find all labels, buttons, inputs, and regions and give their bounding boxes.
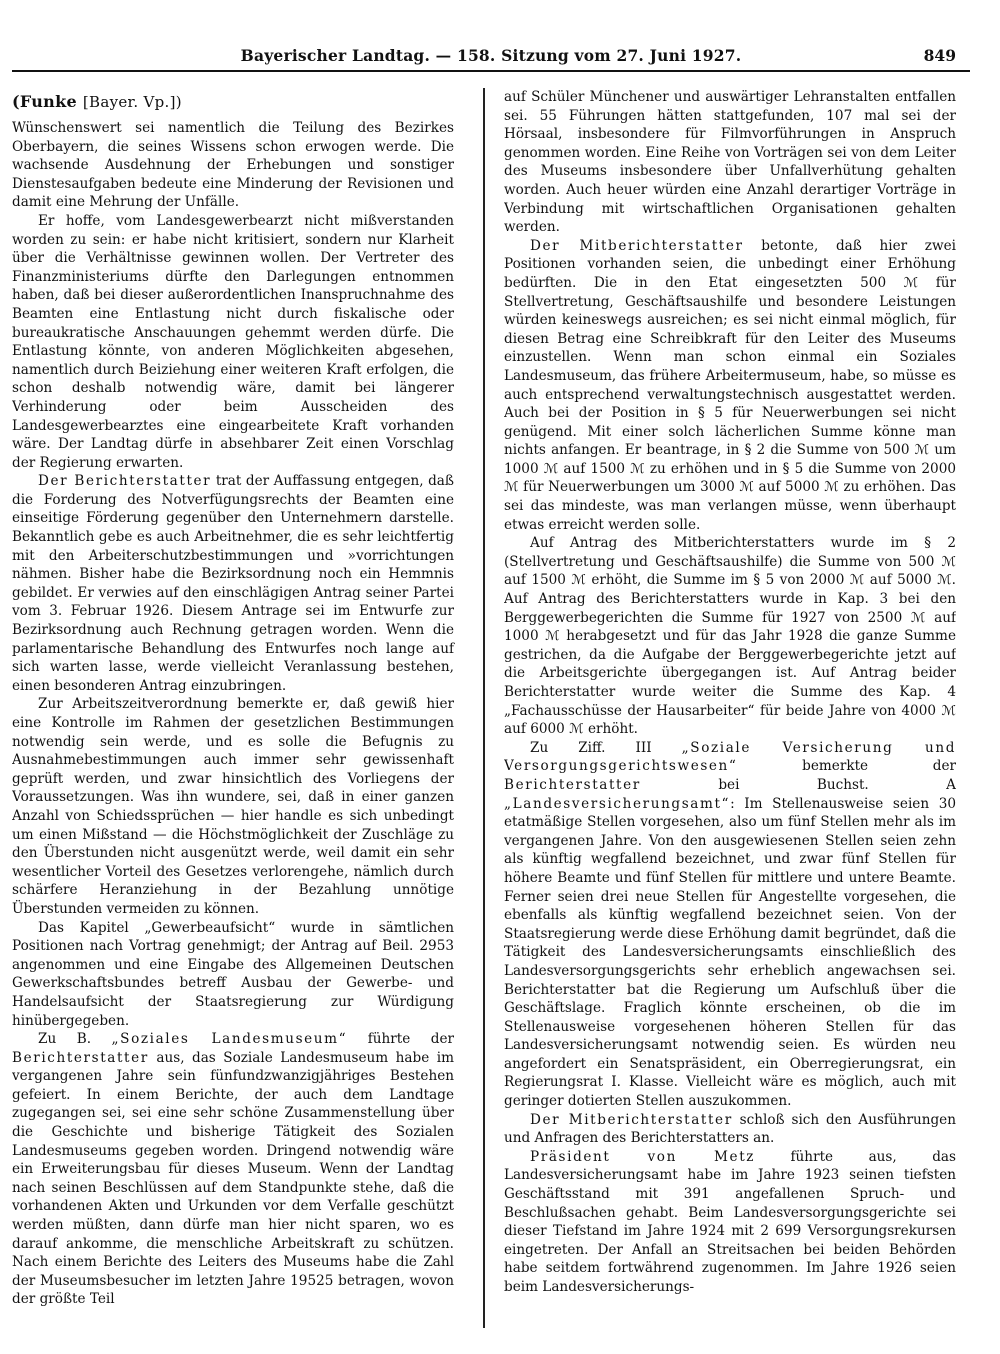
paragraph-text: schloß sich den Ausführungen und Anfragen des Berichterstatters an. bbox=[504, 1111, 956, 1147]
section-title: „Landesversicherungsamt“ bbox=[504, 795, 731, 812]
paragraph: auf Schüler Münchener und auswärtiger Lehranstalten entfallen sei. 55 Führungen hätten stattgefunden, 107 mal sei der Hörsaal, insbesondere für Filmvorführungen in Anspruch genommen worden. Eine Reihe von Vorträgen sei von dem Leiter des Museums insbesondere über Unfallverhütung gehalten worden. Auch heuer würden eine Anzahl derartiger Vorträge in Verbindung mit wirtschaftlichen Organisationen gehalten werden. bbox=[504, 89, 956, 236]
paragraph-text: führte der bbox=[347, 1031, 455, 1048]
paragraph-text: Zu Ziff. III bbox=[530, 739, 682, 756]
page-header bbox=[12, 44, 970, 72]
paragraph-text: : Im Stellenausweise seien 30 etatmäßige Stellen vorgesehen, also um fünf Stellen mehr als im vergangenen Jahre. Von den ausgewiesenen Stellen seien zehn als künftig wegfallend bezeichnet, und zwar fünf Stellen für höhere Beamte und fünf Stellen für mittlere und untere Beamte. Ferner seien drei neue Stellen für Angestellte vorgesehen, die ebenfalls als künftig wegfallend bezeichnet seien. Von der Staatsregierung werde diese Erhöhung damit begründet, daß die Tätigkeit des Landesversicherungsamts einschließlich des Landesversorgungsgerichts sehr erheblich angewachsen sei. Berichterstatter bat die Regierung um Aufschluß über die Geschäftslage. Fraglich könnte erscheinen, ob die im Stellenausweise vorgesehenen höheren Stellen für das Landesversicherungsamt notwendig seien. Es würden neu angefordert ein Senatspräsident, ein Oberregierungsrat, ein Regierungsrat I. Klasse. Vielleicht wäre es möglich, auch mit geringer dotierten Stellen auszukommen. bbox=[504, 795, 956, 1110]
speaker-label: Der Mitberichterstatter bbox=[530, 237, 744, 254]
section-title: „Soziales Landesmuseum“ bbox=[111, 1031, 348, 1048]
speaker-label: Berichterstatter bbox=[12, 1049, 149, 1066]
page-number: 849 bbox=[923, 46, 956, 65]
speaker-label: Präsident von Metz bbox=[530, 1148, 756, 1165]
paragraph-text: betonte, daß hier zwei Positionen vorhanden seien, die unbedingt einer Erhöhung bedürften. Die in den Etat eingesetzten 500 ℳ für Stellvertretung, Geschäftsaushilfe und besondere Leistungen würden keineswegs ausreichen; es sei nicht einmal möglich, für diesen Betrag eine Schreibkraft für den Leiter des Museums einzustellen. Wenn man schon einmal ein Soziales Landesmuseum, das frühere Arbeitermuseum, habe, so müsse es auch entsprechend verwaltungstechnisch ausgestattet werden. Auch bei der Position in § 5 für Neuerwerbungen sei nicht genügend. Mit einer solch lächerlichen Summe könne man nichts anfangen. Er beantrage, in § 2 die Summe von 500 ℳ um 1000 ℳ auf 1500 ℳ zu erhöhen und in § 5 die Summe von 2000 ℳ für Neuerwerbungen um 3000 ℳ auf 5000 ℳ zu erhöhen. Das sei das mindeste, was man verlangen müsse, wenn überhaupt etwas erreicht werden solle. bbox=[504, 237, 956, 533]
section-title: „Soziale Versicherung und Versorgungsgerichtswesen“ bbox=[504, 739, 956, 775]
paragraph-text: bei Buchst. A bbox=[640, 776, 956, 793]
paragraph-text: führte aus, das Landesversicherungsamt habe im Jahre 1923 seinen tiefsten Geschäftsstand mit 391 angefallenen Spruch- und Beschlußsachen gehabt. Beim Landesversorgungsgerichte sei dieser Tiefstand im Jahre 1924 mit 2 699 Versorgungsrekursen eingetreten. Der Anfall an Streitsachen bei beiden Behörden habe seitdem fortwährend zugenommen. Im Jahre 1926 seien beim Landesversicherungs- bbox=[504, 1148, 956, 1295]
running-title: Bayerischer Landtag. — 158. Sitzung vom 27. Juni 1927. bbox=[240, 46, 742, 65]
right-column bbox=[504, 88, 956, 1328]
left-column bbox=[12, 88, 460, 1328]
paragraph bbox=[504, 237, 956, 535]
paragraph bbox=[12, 1030, 454, 1309]
paragraph: Zur Arbeitszeitverordnung bemerkte er, daß gewiß hier eine Kontrolle im Rahmen der gesetzlichen Bestimmungen notwendig sein werde, und es solle die Befugnis zu Ausnahmebestimmungen auch immer sehr gewissenhaft geprüft werden, und zwar hinsichtlich des Vorliegens der Voraussetzungen. Was ihn wundere, sei, daß in einer ganzen Anzahl von Schiedssprüchen — hier handle es sich unbedingt um einen Mißstand — die Höchstmöglichkeit der Zuschläge zu den Überstunden nicht ausgenützt werde, weil damit ein sehr wesentlicher Vorteil des Gesetzes verlorengehe, nämlich durch schärfere Heranziehung in der Bezahlung unnötige Überstunden vermeiden zu können. bbox=[12, 696, 454, 917]
paragraph: Das Kapitel „Gewerbeaufsicht“ wurde in sämtlichen Positionen nach Vortrag genehmigt; der Antrag auf Beil. 2953 angenommen und eine Eingabe des Allgemeinen Deutschen Gewerkschaftsbundes betreff Ausbau der Gewerbe- und Handelsaufsicht der Staatsregierung zur Würdigung hinübergegeben. bbox=[12, 919, 454, 1029]
speaker-label: Der Mitberichterstatter bbox=[530, 1111, 733, 1128]
paragraph: Wünschenswert sei namentlich die Teilung des Bezirkes Oberbayern, die seines Wissens schon erwogen werde. Die wachsende Ausdehnung der Erhebungen und sonstiger Dienstesaufgaben bedeute eine Minderung der Revisionen und damit eine Mehrung der Unfälle. bbox=[12, 120, 454, 211]
paragraph: Auf Antrag des Mitberichterstatters wurde im § 2 (Stellvertretung und Geschäftsaushilfe) die Summe von 500 ℳ auf 1500 ℳ erhöht, die Summe im § 5 von 2000 ℳ auf 5000 ℳ. Auf Antrag des Berichterstatters wurde in Kap. 3 bei den Berggewerbegerichten die Summe für 1927 von 2500 ℳ auf 1000 ℳ herabgesetzt und für das Jahr 1928 die ganze Summe gestrichen, da die Aufgabe der Berggewerbegerichte jetzt auf die Arbeitsgerichte übergegangen ist. Auf Antrag beider Berichterstatter wurde weiter die Summe des Kap. 4 „Fachausschüsse der Hausarbeiter“ für beide Jahre von 4000 ℳ auf 6000 ℳ erhöht. bbox=[504, 535, 956, 738]
speaker-party: [Bayer. Vp.]) bbox=[82, 93, 182, 111]
column-divider bbox=[483, 88, 485, 1328]
speaker-name: (Funke bbox=[12, 92, 77, 111]
paragraph-text: Zu B. bbox=[38, 1031, 112, 1048]
paragraph bbox=[504, 1148, 956, 1297]
speaker-label: Der Berichterstatter bbox=[38, 473, 212, 490]
paragraph: Er hoffe, vom Landesgewerbearzt nicht mißverstanden worden zu sein: er habe nicht kritisiert, sondern nur Klarheit über die Verhältnisse gewinnen wollen. Der Vertreter des Finanzministeriums dürfte den Darlegungen entnommen haben, daß bei dieser außerordentlichen Inanspruchnahme des Beamten eine Entlastung nicht durch fiskalische oder bureaukratische Anschauungen gehemmt werden dürfe. Die Entlastung könnte, von anderen Möglichkeiten abgesehen, namentlich durch Beiziehung einer weiteren Kraft erfolgen, die schon deshalb notwendig wäre, damit bei längerer Verhinderung oder beim Ausscheiden des Landesgewerbearztes eine eingearbeitete Kraft vorhanden wäre. Der Landtag dürfe in absehbarer Zeit einen Vorschlag der Regierung erwarten. bbox=[12, 212, 454, 471]
paragraph bbox=[504, 1111, 956, 1148]
paragraph bbox=[12, 472, 454, 695]
speaker-heading bbox=[12, 92, 454, 111]
paragraph bbox=[504, 739, 956, 1111]
paragraph-text: trat der Auffassung entgegen, daß die Forderung des Notverfügungsrechts der Beamten eine einseitige Förderung gegenüber den Unternehmern darstelle. Bekanntlich gebe es auch Arbeitnehmer, die es sehr leichtfertig mit den Arbeiterschutzbestimmungen und »vorrichtungen nähmen. Bisher habe die Bezirksordnung noch ein Hemmnis gebildet. Er verwies auf den einschlägigen Antrag seiner Partei vom 3. Februar 1926. Diesem Antrage sei im Entwurfe zur Bezirksordnung auch Rechnung getragen worden. Wenn die parlamentarische Behandlung des Entwurfes noch lange auf sich warten lasse, werde vielleicht Veranlassung bestehen, einen besonderen Antrag einzubringen. bbox=[12, 473, 454, 694]
speaker-label: Berichterstatter bbox=[504, 776, 641, 793]
paragraph-text: bemerkte der bbox=[737, 758, 956, 775]
paragraph-text: aus, das Soziale Landesmuseum habe im vergangenen Jahre sein fünfundzwanzigjähriges Bestehen gefeiert. In einem Berichte, der auch dem Landtage zugegangen sei, sei eine sehr schöne Zusammenstellung über die Geschichte und bisherige Tätigkeit des Sozialen Landesmuseums gegeben worden. Dringend notwendig wäre ein Erweiterungsbau für dieses Museum. Wenn der Landtag nach seinen Beschlüssen auf dem Standpunkte stehe, daß die vorhandenen Akten und Urkunden vor dem Verfalle geschützt werden müßten, dann dürfe man hier nicht sparen, wo es darauf ankomme, die menschliche Arbeitskraft zu schützen. Nach einem Berichte des Leiters des Museums habe die Zahl der Museumsbesucher im letzten Jahre 19525 betragen, wovon der größte Teil bbox=[12, 1049, 454, 1308]
